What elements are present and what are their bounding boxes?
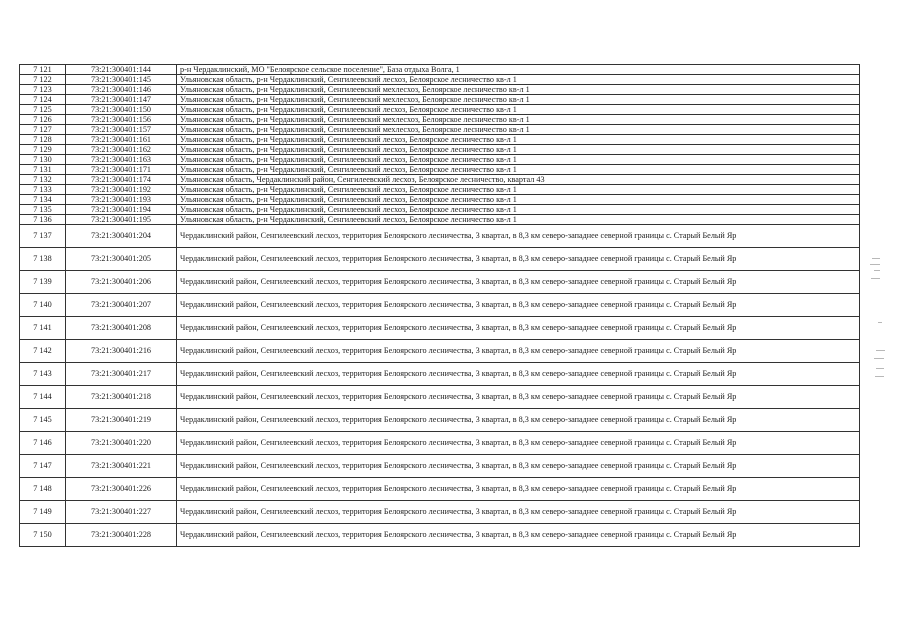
- land-plot-registry-table: [19, 64, 860, 547]
- row-number-cell: 7 124: [20, 95, 66, 105]
- address-cell: Ульяновская область, р-н Чердаклинский, Сенгилеевский лесхоз, Белоярское лесничество кв-л 1: [177, 165, 860, 175]
- table-row: [20, 195, 860, 205]
- row-number-cell: 7 134: [20, 195, 66, 205]
- address-cell: Ульяновская область, р-н Чердаклинский, Сенгилеевский лесхоз, Белоярское лесничество кв-л 1: [177, 105, 860, 115]
- cadastral-number-cell: 73:21:300401:163: [66, 155, 177, 165]
- table-row: [20, 185, 860, 195]
- table-row: [20, 340, 860, 363]
- cadastral-number-cell: 73:21:300401:171: [66, 165, 177, 175]
- table-row: [20, 386, 860, 409]
- row-number-cell: 7 136: [20, 215, 66, 225]
- table-row: [20, 85, 860, 95]
- address-cell: Ульяновская область, р-н Чердаклинский, Сенгилеевский лесхоз, Белоярское лесничество кв-л 1: [177, 135, 860, 145]
- row-number-cell: 7 145: [20, 409, 66, 432]
- cadastral-number-cell: 73:21:300401:144: [66, 65, 177, 75]
- address-cell: Ульяновская область, р-н Чердаклинский, Сенгилеевский лесхоз, Белоярское лесничество кв-л 1: [177, 145, 860, 155]
- row-number-cell: 7 141: [20, 317, 66, 340]
- row-number-cell: 7 122: [20, 75, 66, 85]
- table-row: [20, 145, 860, 155]
- row-number-cell: 7 138: [20, 248, 66, 271]
- table-row: [20, 294, 860, 317]
- table-row: [20, 409, 860, 432]
- address-cell: Ульяновская область, р-н Чердаклинский, Сенгилеевский лесхоз, Белоярское лесничество кв-л 1: [177, 215, 860, 225]
- cadastral-number-cell: 73:21:300401:208: [66, 317, 177, 340]
- table-row: [20, 95, 860, 105]
- cadastral-number-cell: 73:21:300401:216: [66, 340, 177, 363]
- cadastral-number-cell: 73:21:300401:162: [66, 145, 177, 155]
- cadastral-number-cell: 73:21:300401:145: [66, 75, 177, 85]
- table-row: [20, 165, 860, 175]
- cadastral-number-cell: 73:21:300401:194: [66, 205, 177, 215]
- row-number-cell: 7 128: [20, 135, 66, 145]
- cadastral-number-cell: 73:21:300401:221: [66, 455, 177, 478]
- table-row: [20, 432, 860, 455]
- table-row: [20, 501, 860, 524]
- row-number-cell: 7 142: [20, 340, 66, 363]
- row-number-cell: 7 137: [20, 225, 66, 248]
- table-row: [20, 175, 860, 185]
- table-row: [20, 155, 860, 165]
- address-cell: Чердаклинский район, Сенгилеевский лесхоз, территория Белоярского лесничества, 3 квартал, в 8,3 км северо-западнее северной границы с. Старый Белый Яр: [177, 363, 860, 386]
- row-number-cell: 7 140: [20, 294, 66, 317]
- address-cell: Чердаклинский район, Сенгилеевский лесхоз, территория Белоярского лесничества, 3 квартал, в 8,3 км северо-западнее северной границы с. Старый Белый Яр: [177, 317, 860, 340]
- cadastral-number-cell: 73:21:300401:226: [66, 478, 177, 501]
- row-number-cell: 7 126: [20, 115, 66, 125]
- cadastral-number-cell: 73:21:300401:217: [66, 363, 177, 386]
- address-cell: Ульяновская область, р-н Чердаклинский, Сенгилеевский лесхоз, Белоярское лесничество кв-л 1: [177, 195, 860, 205]
- address-cell: Ульяновская область, Чердаклинский район, Сенгилеевский лесхоз, Белоярское лесничество, квартал 43: [177, 175, 860, 185]
- row-number-cell: 7 147: [20, 455, 66, 478]
- table-row: [20, 363, 860, 386]
- address-cell: Чердаклинский район, Сенгилеевский лесхоз, территория Белоярского лесничества, 3 квартал, в 8,3 км северо-западнее северной границы с. Старый Белый Яр: [177, 271, 860, 294]
- address-cell: Чердаклинский район, Сенгилеевский лесхоз, территория Белоярского лесничества, 3 квартал, в 8,3 км северо-западнее северной границы с. Старый Белый Яр: [177, 455, 860, 478]
- row-number-cell: 7 132: [20, 175, 66, 185]
- cadastral-number-cell: 73:21:300401:157: [66, 125, 177, 135]
- registry-table-body: [20, 65, 860, 547]
- cadastral-number-cell: 73:21:300401:150: [66, 105, 177, 115]
- address-cell: Ульяновская область, р-н Чердаклинский, Сенгилеевский мехлесхоз, Белоярское лесничество кв-л 1: [177, 95, 860, 105]
- address-cell: Чердаклинский район, Сенгилеевский лесхоз, территория Белоярского лесничества, 3 квартал, в 8,3 км северо-западнее северной границы с. Старый Белый Яр: [177, 340, 860, 363]
- row-number-cell: 7 148: [20, 478, 66, 501]
- address-cell: Ульяновская область, р-н Чердаклинский, Сенгилеевский лесхоз, Белоярское лесничество кв-л 1: [177, 155, 860, 165]
- row-number-cell: 7 135: [20, 205, 66, 215]
- row-number-cell: 7 150: [20, 524, 66, 547]
- cadastral-number-cell: 73:21:300401:207: [66, 294, 177, 317]
- table-row: [20, 135, 860, 145]
- table-row: [20, 115, 860, 125]
- table-row: [20, 125, 860, 135]
- row-number-cell: 7 133: [20, 185, 66, 195]
- cadastral-number-cell: 73:21:300401:228: [66, 524, 177, 547]
- cadastral-number-cell: 73:21:300401:156: [66, 115, 177, 125]
- row-number-cell: 7 149: [20, 501, 66, 524]
- row-number-cell: 7 139: [20, 271, 66, 294]
- row-number-cell: 7 125: [20, 105, 66, 115]
- table-row: [20, 271, 860, 294]
- cadastral-number-cell: 73:21:300401:227: [66, 501, 177, 524]
- address-cell: Ульяновская область, р-н Чердаклинский, Сенгилеевский мехлесхоз, Белоярское лесничество кв-л 1: [177, 85, 860, 95]
- address-cell: Ульяновская область, р-н Чердаклинский, Сенгилеевский лесхоз, Белоярское лесничество кв-л 1: [177, 205, 860, 215]
- address-cell: Чердаклинский район, Сенгилеевский лесхоз, территория Белоярского лесничества, 3 квартал, в 8,3 км северо-западнее северной границы с. Старый Белый Яр: [177, 386, 860, 409]
- row-number-cell: 7 123: [20, 85, 66, 95]
- row-number-cell: 7 146: [20, 432, 66, 455]
- address-cell: Чердаклинский район, Сенгилеевский лесхоз, территория Белоярского лесничества, 3 квартал, в 8,3 км северо-западнее северной границы с. Старый Белый Яр: [177, 225, 860, 248]
- address-cell: Чердаклинский район, Сенгилеевский лесхоз, территория Белоярского лесничества, 3 квартал, в 8,3 км северо-западнее северной границы с. Старый Белый Яр: [177, 501, 860, 524]
- scan-margin-marks: [868, 258, 890, 388]
- table-row: [20, 248, 860, 271]
- cadastral-number-cell: 73:21:300401:219: [66, 409, 177, 432]
- table-row: [20, 455, 860, 478]
- table-row: [20, 524, 860, 547]
- address-cell: Ульяновская область, р-н Чердаклинский, Сенгилеевский лесхоз, Белоярское лесничество кв-л 1: [177, 75, 860, 85]
- cadastral-number-cell: 73:21:300401:205: [66, 248, 177, 271]
- cadastral-number-cell: 73:21:300401:174: [66, 175, 177, 185]
- table-row: [20, 105, 860, 115]
- table-row: [20, 478, 860, 501]
- row-number-cell: 7 130: [20, 155, 66, 165]
- address-cell: Чердаклинский район, Сенгилеевский лесхоз, территория Белоярского лесничества, 3 квартал, в 8,3 км северо-западнее северной границы с. Старый Белый Яр: [177, 478, 860, 501]
- row-number-cell: 7 121: [20, 65, 66, 75]
- address-cell: Чердаклинский район, Сенгилеевский лесхоз, территория Белоярского лесничества, 3 квартал, в 8,3 км северо-западнее северной границы с. Старый Белый Яр: [177, 294, 860, 317]
- row-number-cell: 7 143: [20, 363, 66, 386]
- address-cell: Чердаклинский район, Сенгилеевский лесхоз, территория Белоярского лесничества, 3 квартал, в 8,3 км северо-западнее северной границы с. Старый Белый Яр: [177, 248, 860, 271]
- table-row: [20, 215, 860, 225]
- row-number-cell: 7 129: [20, 145, 66, 155]
- table-row: [20, 225, 860, 248]
- table-row: [20, 317, 860, 340]
- address-cell: Чердаклинский район, Сенгилеевский лесхоз, территория Белоярского лесничества, 3 квартал, в 8,3 км северо-западнее северной границы с. Старый Белый Яр: [177, 409, 860, 432]
- cadastral-number-cell: 73:21:300401:161: [66, 135, 177, 145]
- cadastral-number-cell: 73:21:300401:146: [66, 85, 177, 95]
- address-cell: Чердаклинский район, Сенгилеевский лесхоз, территория Белоярского лесничества, 3 квартал, в 8,3 км северо-западнее северной границы с. Старый Белый Яр: [177, 432, 860, 455]
- address-cell: Ульяновская область, р-н Чердаклинский, Сенгилеевский мехлесхоз, Белоярское лесничество кв-л 1: [177, 125, 860, 135]
- cadastral-number-cell: 73:21:300401:147: [66, 95, 177, 105]
- table-row: [20, 205, 860, 215]
- table-row: [20, 75, 860, 85]
- cadastral-number-cell: 73:21:300401:220: [66, 432, 177, 455]
- row-number-cell: 7 131: [20, 165, 66, 175]
- row-number-cell: 7 127: [20, 125, 66, 135]
- cadastral-number-cell: 73:21:300401:195: [66, 215, 177, 225]
- cadastral-number-cell: 73:21:300401:204: [66, 225, 177, 248]
- row-number-cell: 7 144: [20, 386, 66, 409]
- table-row: [20, 65, 860, 75]
- cadastral-number-cell: 73:21:300401:206: [66, 271, 177, 294]
- cadastral-number-cell: 73:21:300401:218: [66, 386, 177, 409]
- address-cell: Чердаклинский район, Сенгилеевский лесхоз, территория Белоярского лесничества, 3 квартал, в 8,3 км северо-западнее северной границы с. Старый Белый Яр: [177, 524, 860, 547]
- address-cell: р-н Чердаклинский, МО "Белоярское сельское поселение", База отдыха Волга, 1: [177, 65, 860, 75]
- address-cell: Ульяновская область, р-н Чердаклинский, Сенгилеевский мехлесхоз, Белоярское лесничество кв-л 1: [177, 115, 860, 125]
- cadastral-number-cell: 73:21:300401:192: [66, 185, 177, 195]
- cadastral-number-cell: 73:21:300401:193: [66, 195, 177, 205]
- address-cell: Ульяновская область, р-н Чердаклинский, Сенгилеевский лесхоз, Белоярское лесничество кв-л 1: [177, 185, 860, 195]
